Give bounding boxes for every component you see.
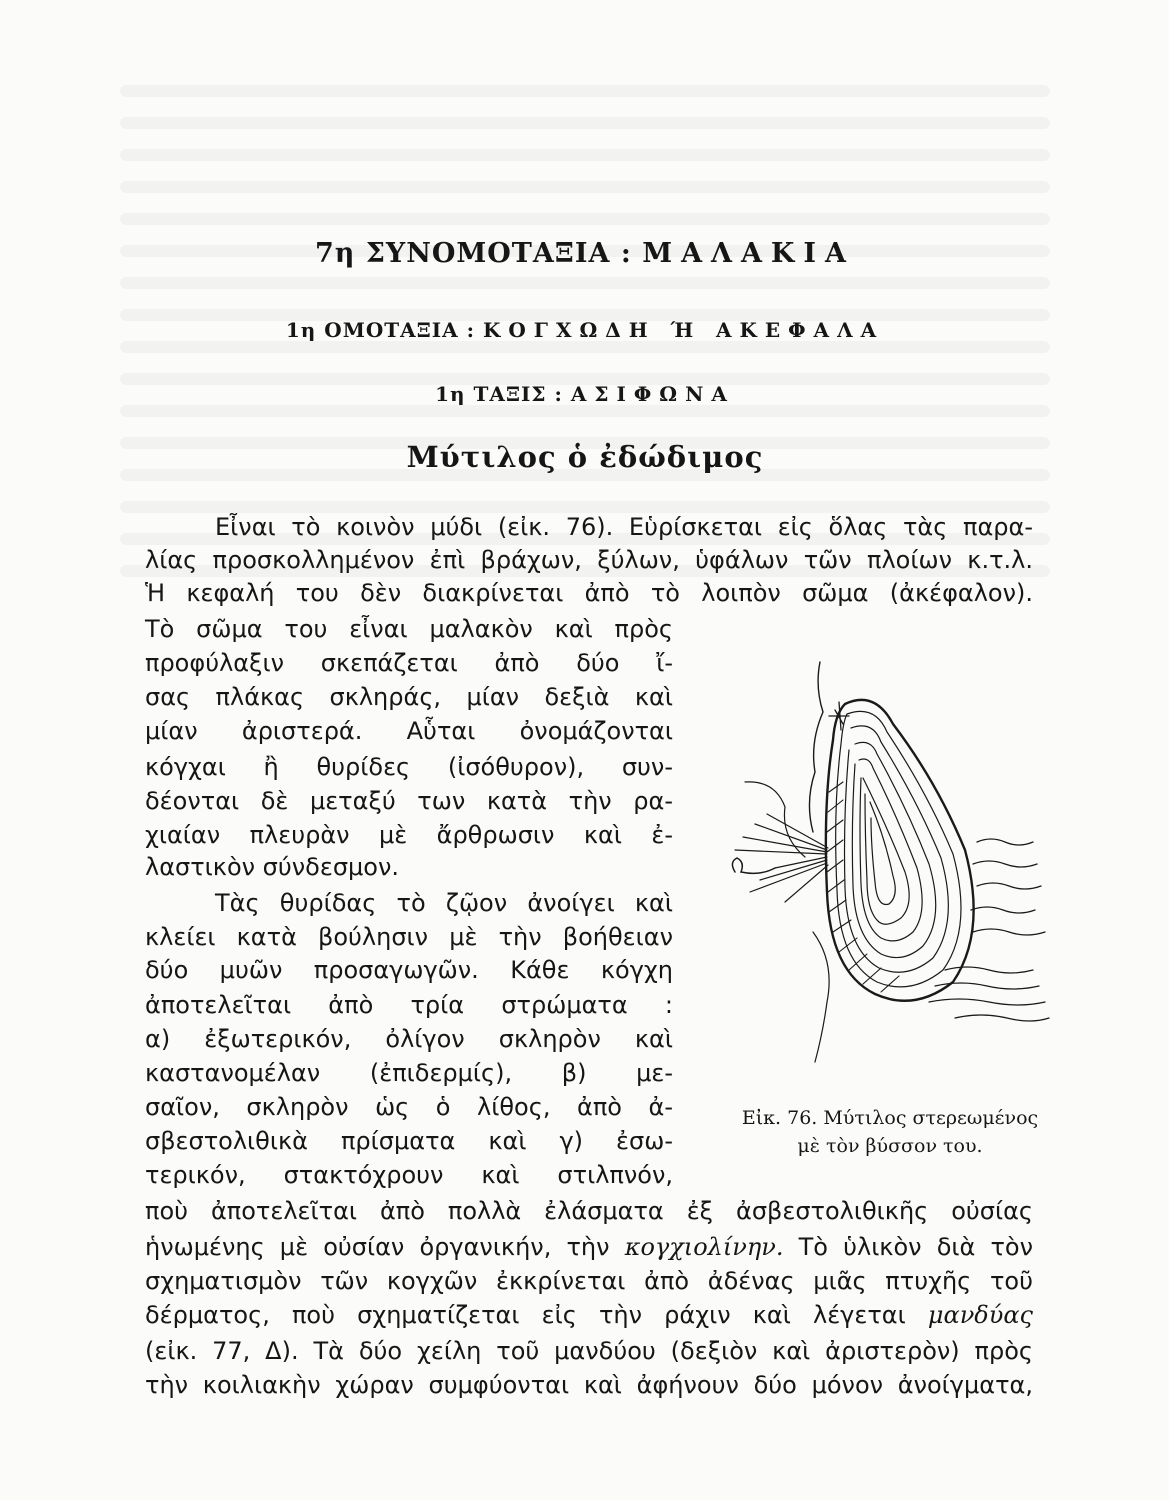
figure-caption-line2: μὲ τὸν βύσσον του. xyxy=(797,1135,983,1157)
text-line: Τὸ σῶμα του εἶναι μαλακὸν καὶ πρὸς xyxy=(145,615,673,643)
text-line: προφύλαξιν σκεπάζεται ἀπὸ δύο ἴ- xyxy=(145,649,673,677)
text-line: κόγχαι ἢ θυρίδες (ἰσόθυρον), συν- xyxy=(145,753,673,781)
mussel-illustration xyxy=(715,632,1055,1112)
text-line: σαῖον, σκληρὸν ὡς ὁ λίθος, ἀπὸ ἀ- xyxy=(145,1093,673,1121)
text-line: Τὰς θυρίδας τὸ ζῷον ἀνοίγει καὶ xyxy=(215,889,673,917)
text-line: σας πλάκας σκληράς, μίαν δεξιὰ καὶ xyxy=(145,683,673,711)
text-segment: δέρματος, ποὺ σχηματίζεται εἰς τὴν ράχιν καὶ λέγεται xyxy=(145,1301,906,1329)
text-line: δύο μυῶν προσαγωγῶν. Κάθε κόγχη xyxy=(145,956,673,984)
class-heading xyxy=(140,318,1030,342)
phylum-name: ΜΑΛΑΚΙΑ xyxy=(642,238,855,269)
text-line: καστανομέλαν (ἐπιδερμίς), β) με- xyxy=(145,1059,673,1087)
term-mantle: μανδύας xyxy=(927,1301,1033,1329)
text-line: (εἰκ. 77, Δ). Τὰ δύο χείλη τοῦ μανδύου (δεξιὸν καὶ ἀριστερὸν) πρὸς xyxy=(145,1337,1033,1365)
order-name: ΑΣΙΦΩΝΑ xyxy=(570,382,735,406)
text-line: λίας προσκολλημένον ἐπὶ βράχων, ξύλων, ὑφάλων τῶν πλοίων κ.τ.λ. xyxy=(145,546,1033,574)
text-line: σβεστολιθικὰ πρίσματα καὶ γ) ἐσω- xyxy=(145,1127,673,1155)
text-line: μίαν ἀριστερά. Αὗται ὀνομάζονται xyxy=(145,717,673,745)
text-line: Εἶναι τὸ κοινὸν μύδι (εἰκ. 76). Εὑρίσκεται εἰς ὅλας τὰς παρα- xyxy=(215,513,1033,541)
text-line: κλείει κατὰ βούλησιν μὲ τὴν βοήθειαν xyxy=(145,923,673,951)
text-line: χιαίαν πλευρὰν μὲ ἄρθρωσιν καὶ ἐ- xyxy=(145,821,673,849)
text-line: τὴν κοιλιακὴν χώραν συμφύονται καὶ ἀφήνουν δύο μόνον ἀνοίγματα, xyxy=(145,1371,1033,1399)
text-line: ἀποτελεῖται ἀπὸ τρία στρώματα : xyxy=(145,991,673,1019)
class-name: ΚΟΓΧΩΔΗ Ή ΑΚΕΦΑΛΑ xyxy=(482,318,885,342)
text-line xyxy=(145,1232,1033,1262)
text-line xyxy=(145,1300,1033,1330)
text-line: ποὺ ἀποτελεῖται ἀπὸ πολλὰ ἐλάσματα ἐξ ἀσβεστολιθικῆς οὐσίας xyxy=(145,1197,1033,1225)
phylum-heading xyxy=(140,238,1030,269)
order-prefix: 1η ΤΑΞΙΣ : xyxy=(435,382,563,406)
text-line: δέονται δὲ μεταξύ των κατὰ τὴν ρα- xyxy=(145,787,673,815)
text-segment: ἡνωμένης μὲ οὐσίαν ὀργανικήν, τὴν xyxy=(145,1233,610,1261)
figure-caption-line1: Εἰκ. 76. Μύτιλος στερεωμένος xyxy=(741,1107,1039,1129)
order-heading xyxy=(140,382,1030,406)
text-line: Ἡ κεφαλή του δὲν διακρίνεται ἀπὸ τὸ λοιπὸν σῶμα (ἀκέφαλον). xyxy=(145,579,1033,607)
text-segment: Τὸ ὑλικὸν διὰ τὸν xyxy=(798,1233,1033,1261)
phylum-prefix: 7η ΣΥΝΟΜΟΤΑΞΙΑ : xyxy=(315,238,632,269)
text-line: σχηματισμὸν τῶν κογχῶν ἐκκρίνεται ἀπὸ ἀδένας μιᾶς πτυχῆς τοῦ xyxy=(145,1267,1033,1295)
species-heading: Μύτιλος ὁ ἐδώδιμος xyxy=(406,440,764,474)
class-prefix: 1η ΟΜΟΤΑΞΙΑ : xyxy=(285,318,475,342)
text-line: λαστικὸν σύνδεσμον. xyxy=(145,853,400,881)
term-conchiolin: κογχιολίνην. xyxy=(624,1233,784,1261)
text-line: α) ἐξωτερικόν, ὀλίγον σκληρὸν καὶ xyxy=(145,1025,673,1053)
text-line: τερικόν, στακτόχρουν καὶ στιλπνόν, xyxy=(145,1161,673,1189)
